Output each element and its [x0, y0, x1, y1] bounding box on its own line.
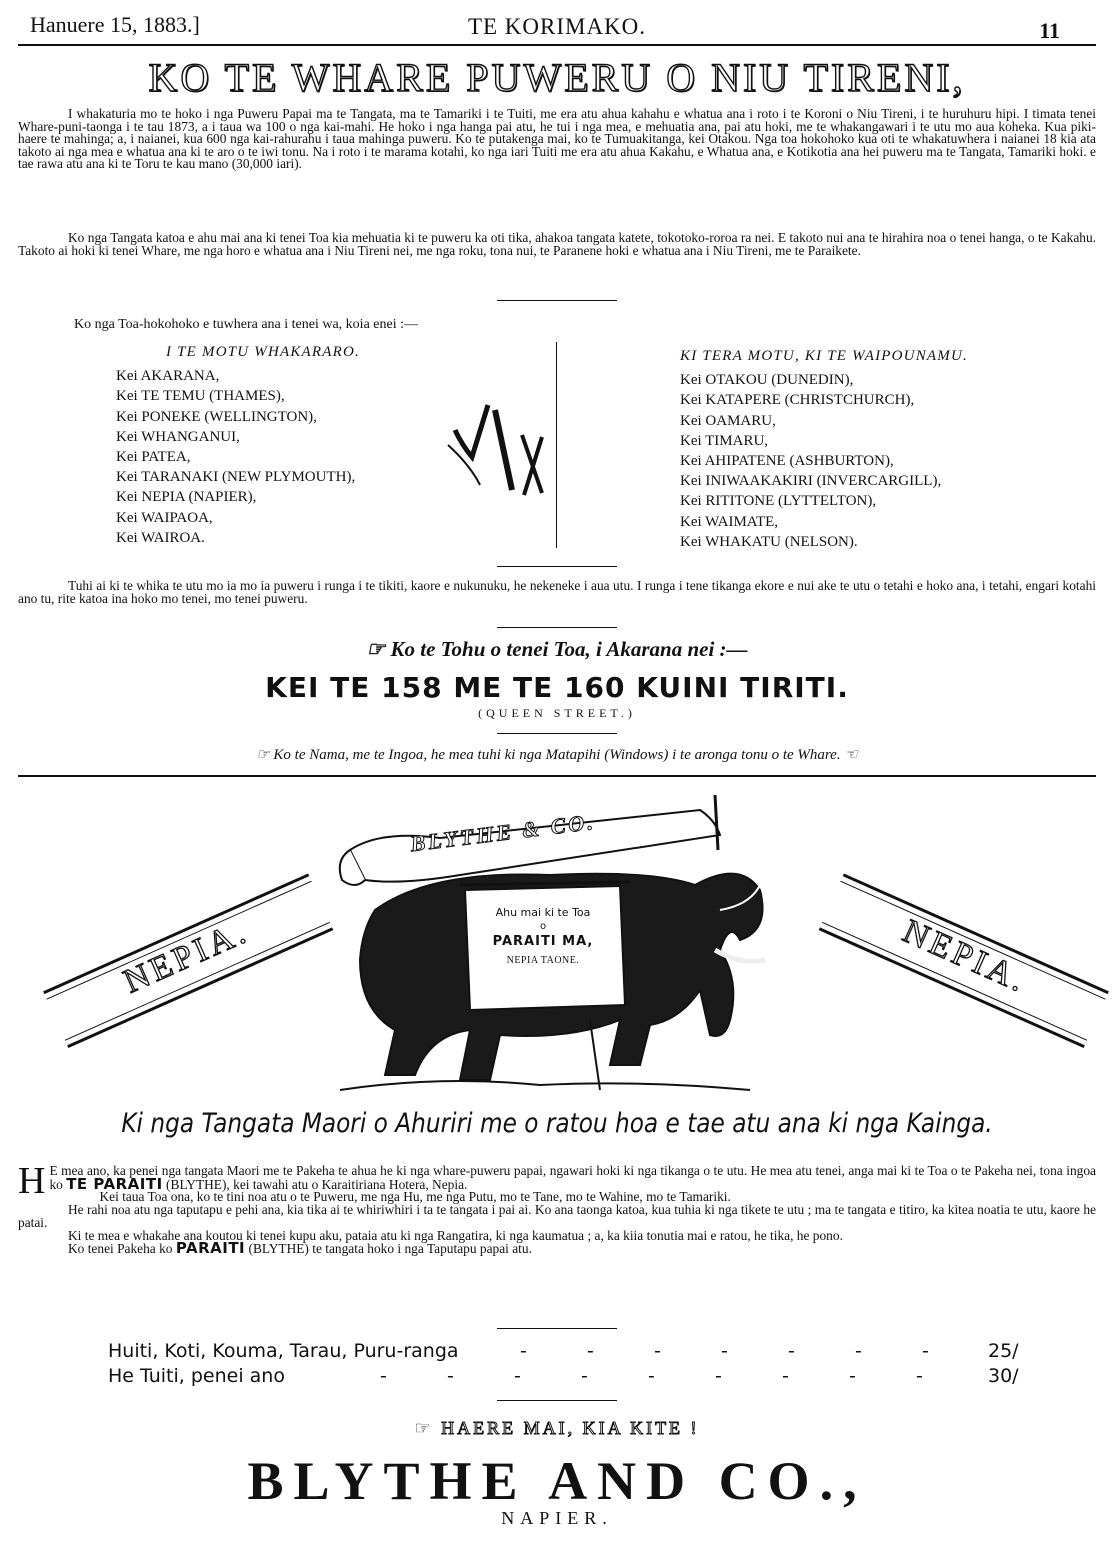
separator-rule: [497, 566, 617, 567]
leader-dots: - - - - - - -: [520, 1340, 929, 1362]
store-item: Kei INIWAAKAKIRI (INVERCARGILL),: [680, 473, 942, 490]
leader-dots: - - - - - - - - -: [380, 1365, 923, 1387]
store-item: Kei WAIPAOA,: [116, 509, 213, 526]
south-island-stores: [680, 346, 968, 552]
blanket-line-3: PARAITI MA,: [492, 934, 594, 949]
windows-notice: [0, 745, 1114, 764]
haere-mai-line: [0, 1418, 1114, 1439]
store-sign-text: Ko te Tohu o tenei Toa, i Akarana nei :—: [390, 637, 748, 661]
haere-mai-text: HAERE MAI, KIA KITE !: [441, 1418, 700, 1438]
blanket-line-1: Ahu mai ki te Toa: [495, 906, 591, 919]
stores-intro: Ko nga Toa-hokohoko e tuwhera ana i tenei wa, koia enei :—: [74, 317, 418, 332]
street-name-english: (QUEEN STREET.): [478, 706, 636, 720]
firm-location: NAPIER.: [501, 1508, 613, 1528]
store-item: Kei WHANGANUI,: [116, 428, 240, 445]
store-item: Kei NEPIA (NAPIER),: [116, 489, 257, 506]
article-headline: KO TE WHARE PUWERU O NIU TIRENI,: [148, 55, 966, 100]
windows-notice-text: Ko te Nama, me te Ingoa, he mea tuhi ki nga Matapihi (Windows) i te aronga tonu o te Whare.: [273, 747, 841, 763]
section-divider: [18, 775, 1096, 777]
drop-cap: H: [18, 1160, 46, 1202]
store-name-bold: TE PARAITI: [66, 1174, 163, 1193]
pointing-hand-left-icon: ☜: [844, 747, 858, 763]
issue-date: Hanuere 15, 1883.]: [30, 12, 200, 37]
page-header: [18, 8, 1096, 46]
nepia-banner-right-text: NEPIA.: [897, 912, 1034, 1001]
separator-rule: [497, 733, 617, 734]
pointing-hand-icon: ☞: [366, 637, 386, 661]
pointing-hand-icon: ☞: [414, 1418, 434, 1438]
nepia-banner-left-text: NEPIA.: [118, 912, 255, 1001]
store-item: Kei RITITONE (LYTTELTON),: [680, 493, 877, 510]
firm-name: BLYTHE AND CO.,: [247, 1451, 867, 1511]
store-item: Kei WAIROA.: [116, 529, 205, 546]
store-item: Kei WHAKATU (NELSON).: [680, 533, 858, 550]
store-item: Kei KATAPERE (CHRISTCHURCH),: [680, 392, 915, 409]
newspaper-title: TE KORIMAKO.: [467, 14, 647, 39]
store-item: Kei TARANAKI (NEW PLYMOUTH),: [116, 469, 356, 486]
price-policy-paragraph: Tuhi ai ki te whika te utu mo ia mo ia puweru i runga i te tikiti, kaore e nukunuku, he nekeneke i aua utu. I runga i tene tikanga ekore e nui ake te utu o tetahi e hoko ana, i tetahi, engari kotahi ano tu, rite katoa ina hoko mo tenei, mo tenei puweru.: [18, 578, 1096, 606]
store-item: Kei PATEA,: [116, 449, 191, 466]
price-value: 30/: [988, 1365, 1019, 1387]
store-item: Kei WAIMATE,: [680, 513, 779, 530]
advert-paragraph: Ko tenei Pakeha ko PARAITI (BLYTHE) te tangata hoko i nga Taputapu papai atu.: [68, 1239, 532, 1258]
price-value: 25/: [988, 1340, 1019, 1362]
advert-paragraph: He rahi noa atu nga taputapu e pehi ana, kia tika ai te whiriwhiri i ta te tangata i pai ai. Ko ana taonga katoa, kua tuhia ki nga tikete te utu ; ma te tangata e titiro, ka kitea noatia te utu, kaore he patai.: [18, 1202, 1096, 1230]
north-island-heading: I TE MOTU WHAKARARO.: [166, 344, 360, 360]
store-sign-line: [0, 637, 1114, 662]
advert-paragraph: H E mea ano, ka penei nga tangata Maori me te Pakeha te ahua he ki nga whare-puweru papai, ngawari hoki ki nga tikanga o te utu. He mea atu tenei, anga mai ki te Toa o te Pakeha nei, tona ingoa ko TE PARAITI (BLYTHE), kei tawahi atu o Karaitiriana Hotera, Nepia.: [18, 1160, 1096, 1202]
store-item: Kei OTAKOU (DUNEDIN),: [680, 372, 854, 389]
store-item: Kei TIMARU,: [680, 432, 769, 449]
price-item: Huiti, Koti, Kouma, Tarau, Puru-ranga: [108, 1340, 459, 1362]
elephant-blanket-text: [468, 890, 618, 1010]
store-item: Kei AKARANA,: [116, 368, 220, 385]
second-paragraph: Ko nga Tangata katoa e ahu mai ana ki tenei Toa kia mehuatia ki te puweru ka oti tika, ahakoa tangata katete, tokotoko-roroa ra nei. E takoto nui ana te hirahira noa o tenei hanga, o te Kakahu. Takoto ai hoki ki tenei Whare, me nga horo e whatua ana i Niu Tireni nei, me nga roku, tona nui, te Paranene hoki e whatua ana i Niu Tireni, me te Paraikete.: [18, 230, 1096, 258]
separator-rule: [497, 300, 617, 301]
price-row: [108, 1365, 1028, 1390]
store-item: Kei PONEKE (WELLINGTON),: [116, 408, 317, 425]
blythe-flag-text: BLYTHE & CO.: [409, 808, 597, 857]
price-row: [108, 1340, 1028, 1365]
price-item: He Tuiti, penei ano: [108, 1365, 285, 1387]
store-address: KEI TE 158 ME TE 160 KUINI TIRITI.: [265, 671, 849, 704]
advert-paragraph: Ki te mea e whakahe ana koutou ki tenei kupu aku, pataia atu ki nga Rangatira, ki nga kaumatua ; a, ka kiia tonutia mai e ratou, he tika, he pono.: [68, 1227, 843, 1243]
page-number: 11: [1039, 18, 1060, 43]
separator-rule: [497, 1328, 617, 1329]
store-item: Kei TE TEMU (THAMES),: [116, 388, 285, 405]
advert-paragraph: Kei taua Toa ona, ko te tini noa atu o te Puweru, me nga Hu, me nga Putu, mo te Tane, mo te Wahine, mo te Tamariki.: [99, 1189, 731, 1205]
north-island-stores: [116, 342, 360, 548]
store-item: Kei OAMARU,: [680, 412, 776, 429]
store-item: Kei AHIPATENE (ASHBURTON),: [680, 453, 894, 470]
advert-body: [18, 1160, 1096, 1258]
separator-rule: [497, 1400, 617, 1401]
merchant-name-bold: PARAITI: [175, 1239, 246, 1258]
separator-rule: [497, 627, 617, 628]
intro-paragraph: I whakaturia mo te hoko i nga Puweru Papai ma te Tangata, ma te Tamariki i te Tuiti, me era atu ahua kahahu e whatua ana i roto i te Koroni o Niu Tireni, i te huruhuru hipi. I timata tenei Whare-puni-taonga i te tau 1873, a i taua wa 100 o nga kai-mahi. He hoko i nga hanga pai atu, he tui i nga mea, e mehuatia ana, pai atu hoki, me te whakangawari i te utu mo aua koheka. Kua piki-haere te mahinga; a, i naianei, kua 600 nga kai-rahurahu i taua mahinga puweru. Ko te putakenga mai, ko te Tumuakitanga, kei Otakou. Nga toa hokohoko kua oti te whakatuwhera i naianei 18 kia ata takoto ai nga mea e whatua ana ki te aro o te iwi tonu. Na i roto i te marama kotahi, ko nga iari Tuiti me era atu ahua Kakahu, e Whatua ana, e Kotikotia ana hei puweru ma te Tangata, Tamariki hoki. e tae rawa atu ana ki te Toru te kau mano (30,000 iari).: [18, 106, 1096, 172]
blanket-line-4: NEPIA TAONE.: [506, 955, 580, 966]
nepia-banner-right: [821, 873, 1109, 1042]
nepia-banner-left: [43, 873, 331, 1042]
price-list: [108, 1340, 1028, 1390]
blanket-line-2: o: [539, 921, 547, 932]
monogram-mark: [440, 395, 580, 505]
pointing-hand-icon: ☞: [256, 747, 270, 763]
advert-subtitle: Ki nga Tangata Maori o Ahuriri me o ratou hoa e tae atu ana ki nga Kainga.: [121, 1108, 993, 1139]
south-island-heading: KI TERA MOTU, KI TE WAIPOUNAMU.: [680, 348, 968, 364]
